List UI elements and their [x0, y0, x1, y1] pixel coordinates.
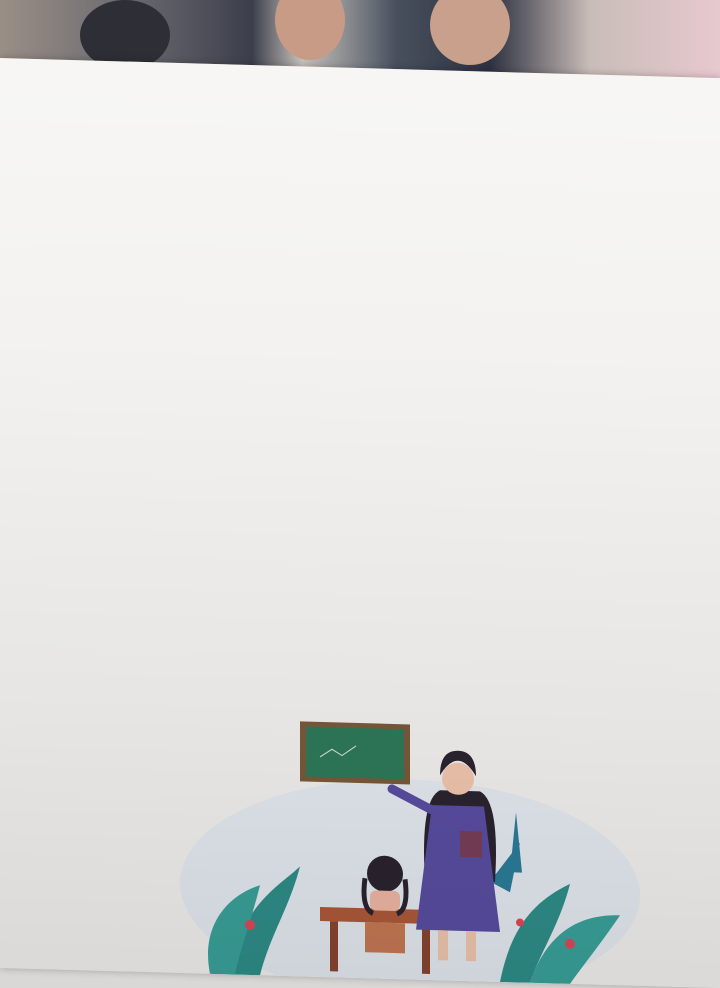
person-head: [430, 0, 510, 65]
person-head: [80, 0, 170, 70]
person-head: [275, 0, 345, 60]
letter-paper: [0, 58, 720, 988]
teacher-illustration: [170, 673, 640, 986]
chalkboard: [300, 721, 410, 784]
